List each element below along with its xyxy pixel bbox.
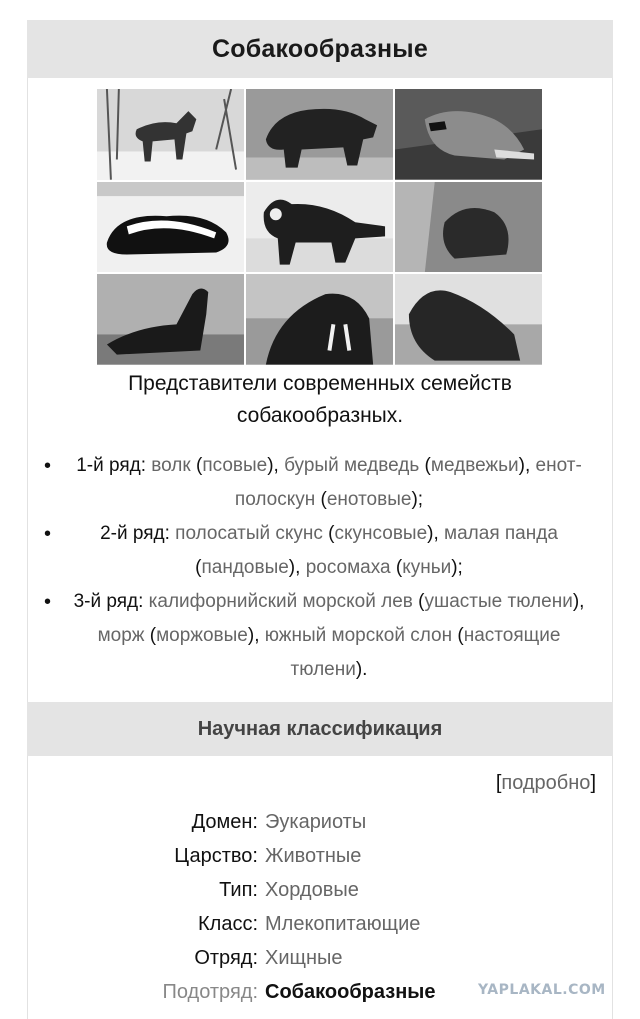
walrus-photo[interactable] xyxy=(246,274,393,365)
skunk-photo[interactable] xyxy=(97,182,244,273)
link-raccoon[interactable]: енот-полоскун xyxy=(234,455,582,510)
kingdom-value-link[interactable]: Животные xyxy=(265,845,362,867)
classification-row-order xyxy=(40,941,600,975)
domain-label: Домен: xyxy=(191,811,258,833)
order-label: Отряд: xyxy=(194,947,258,969)
suborder-value: Собакообразные xyxy=(265,981,436,1003)
link-odobenidae[interactable]: моржовые xyxy=(156,625,248,646)
link-mephitidae[interactable]: скунсовые xyxy=(334,523,428,544)
photo-collage[interactable] xyxy=(97,89,542,365)
link-red-panda[interactable]: малая панда xyxy=(444,523,558,544)
link-brown-bear[interactable]: бурый медведь xyxy=(284,455,420,476)
link-walrus[interactable]: морж xyxy=(97,625,145,646)
phylum-value-link[interactable]: Хордовые xyxy=(265,879,359,901)
photo-legend-list xyxy=(40,449,600,687)
sea-lion-photo[interactable] xyxy=(97,274,244,365)
legend-item-row-3: • 3-й ряд: калифорнийский морской лев (ушастые тюлени), морж (моржовые), южный морской слон (настоящие тюлени). xyxy=(40,585,600,687)
link-procyonidae[interactable]: енотовые xyxy=(326,489,412,510)
kingdom-label: Царство: xyxy=(174,845,258,867)
link-ailuridae[interactable]: пандовые xyxy=(201,557,289,578)
classification-row-phylum xyxy=(40,873,600,907)
class-value-link[interactable]: Млекопитающие xyxy=(265,913,421,935)
order-value-link[interactable]: Хищные xyxy=(265,947,343,969)
classification-title: Научная классификация xyxy=(197,717,443,740)
classification-row-class xyxy=(40,907,600,941)
link-wolf[interactable]: волк xyxy=(151,455,191,476)
link-southern-elephant-seal[interactable]: южный морской слон xyxy=(264,625,453,646)
link-ursidae[interactable]: медвежьи xyxy=(430,455,519,476)
details-link[interactable]: подробно xyxy=(501,772,591,794)
link-striped-skunk[interactable]: полосатый скунс xyxy=(175,523,323,544)
row-2-label: 2-й ряд xyxy=(100,523,165,544)
caption-line-2: собакообразных. xyxy=(236,404,404,427)
brown-bear-photo[interactable] xyxy=(246,89,393,180)
caption-line-1: Представители современных семейств xyxy=(128,372,512,395)
red-panda-photo[interactable] xyxy=(246,182,393,273)
domain-value-link[interactable]: Эукариоты xyxy=(265,811,367,833)
wolf-photo[interactable] xyxy=(97,89,244,180)
link-mustelidae[interactable]: куньи xyxy=(402,557,452,578)
details-link-wrapper: [подробно] xyxy=(495,772,596,794)
image-caption xyxy=(40,368,600,432)
classification-row-kingdom xyxy=(40,839,600,873)
raccoon-photo[interactable] xyxy=(395,89,542,180)
legend-item-row-1: • 1-й ряд: волк (псовые), бурый медведь (медвежьи), енот-полоскун (енотовые); xyxy=(40,449,600,517)
suborder-label: Подотряд: xyxy=(162,981,258,1003)
link-wolverine[interactable]: росомаха xyxy=(305,557,391,578)
legend-item-row-2: • 2-й ряд: полосатый скунс (скунсовые), малая панда (пандовые), росомаха (куньи); xyxy=(40,517,600,585)
row-1-label: 1-й ряд xyxy=(76,455,141,476)
taxobox-title-bar xyxy=(27,20,613,78)
row-3-label: 3-й ряд xyxy=(73,591,139,612)
watermark: YAPLAKAL.COM xyxy=(478,982,606,998)
taxobox-title: Собакообразные xyxy=(212,34,428,63)
phylum-label: Тип: xyxy=(219,879,258,901)
elephant-seal-photo[interactable] xyxy=(395,274,542,365)
link-phocidae[interactable]: настоящие тюлени xyxy=(290,625,561,680)
classification-header xyxy=(27,702,613,756)
link-california-sea-lion[interactable]: калифорнийский морской лев xyxy=(148,591,413,612)
class-label: Класс: xyxy=(198,913,258,935)
wolverine-photo[interactable] xyxy=(395,182,542,273)
classification-row-domain xyxy=(40,805,600,839)
link-canidae[interactable]: псовые xyxy=(202,455,268,476)
link-otariidae[interactable]: ушастые тюлени xyxy=(424,591,573,612)
